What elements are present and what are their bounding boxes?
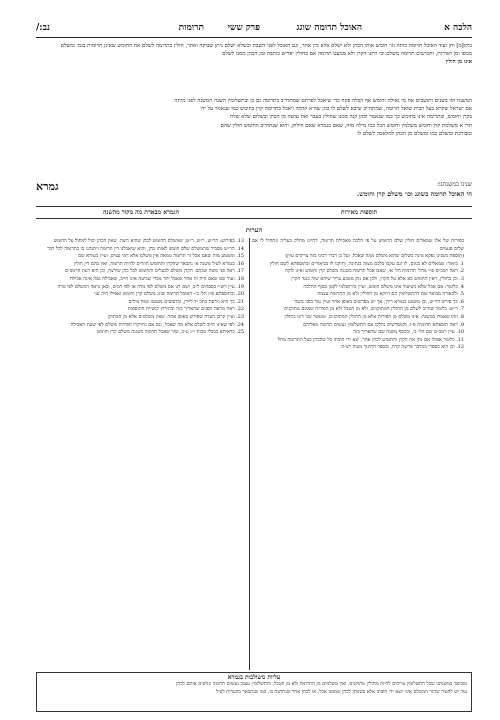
mishnah-paragraph: אם ישראל שקרא בעל הבית שואל תרומה, שמתחייב שיבא לשלם לו כהן שהיא קדמה ויאכל בתרומה קרן בחומש כמו שנאמר על ידו [200, 106, 472, 113]
footer-box [36, 672, 472, 712]
mishnah-line: אינו מן חולין [445, 59, 472, 66]
notes-title: הערות [245, 226, 263, 234]
section-divider [36, 218, 472, 219]
header-halacha: הלכה א [444, 23, 472, 33]
note-paragraph: 10. עיין רמב״ם שם הל׳ ב׳, ובכסף משנה שם שהאריך בזה [353, 329, 464, 336]
mishnah-paragraph: בקרן וחומש, ובתרומה אינו בחומש כך כמו שנאמר וכהן קנה ממנו שחולין בעבר ואת עושה מן הכהן ובשלום שלא שלח [230, 114, 472, 121]
note-paragraph: 17. ראה פני משה שכתב: הקרן משלם לבעלים והחומש לכל כהן שירצה, וכן היא דעת הרמב״ם [65, 268, 244, 275]
note-paragraph: 1. ביאור: שמאלים לא בגוזם, לו וגם עקבו בלבם מצוה בנתינה, ותיקנו לו בביאורים ובתוספתא לשם חולין [269, 260, 464, 267]
note-paragraph: 3. וכן בחולין, דאין החומש בא אלא על הקרן, ולכן אם נתן מטבע צריך שיהא שוה כנגד הקרן [291, 275, 464, 282]
note-paragraph: 21. כך היא גירסת כתב יד ליידן, ובדפוסים נשמטו כמה מילים [128, 298, 244, 305]
note-paragraph: 6. כך פירש הר״ש, וכן משמע בגמרא דידן, אך יש מפרשים באופן אחר ועיין עוד בפני משה [294, 298, 464, 305]
header-tractate: תרומות [178, 23, 204, 33]
note-paragraph: 20. ובתוספתא פ״ז הל׳ ב׳: האוכל תרומה שוגג משלם קרן וחומש ואפילו היה עני [93, 291, 244, 298]
note-paragraph: 8. וזהו שאמרו במשנה: אינו משלם מן הפירות אלא מן החולין המתוקנים, ומעשר שני דינו כחולין [284, 313, 464, 320]
note-paragraph: 5. ולכאורה מבואר שם דהתשלומין הם דווקא מן החולין ולא מן התרומה עצמה [317, 291, 464, 298]
footer-paragraph: ומבואר במשנתנו שכל התשלומין צריכים להיות מחולין מתוקנים, ואין משלמים מן התרומה ולא מן הטבל, והתשלומין עצמן נעשים תרומה ונותנים אותם לכהן [176, 681, 467, 687]
note-paragraph: 12. וכן הוא בספרי במדבר פרשת קרח, ובספר החינוך מצוה רצ״ח [341, 344, 464, 351]
note-paragraph: 25. כדאיתא בבבלי מכות י״ג ע״ב, שזר שאכל תרומה בשגגה משלם קרן וחומש [96, 329, 244, 336]
column-divider [249, 238, 250, 670]
note-paragraph: 7. ר״ש: כלומר שחייב לשלם מן החולין המתוקנים, ולא מן הטבל ולא מן הפירות שאינם מתוקנים [284, 306, 464, 313]
footer-paragraph: עוד יש להעיר שהזר המשלם אינו יוצא ידי חובתו אלא כשנותן לכהן שממנו אכל, או לכהן אחר שנתרצה בו, כמו שנתבאר בהערות לעיל [216, 688, 467, 695]
header-chapter-name: האוכל תרומה שוגג [296, 23, 362, 33]
gemara-subtitle: שנינו במשנתנו: [437, 181, 472, 188]
header-rule [36, 37, 472, 38]
notes-left-column [36, 238, 244, 670]
note-paragraph: 9. ראה תוספתא תרומות פ״ז, והמפרשים נחלקו אם התשלומין נעשים תרומה מאליהם [303, 321, 464, 328]
mishnah-line: בוקו[מ] וחן ועוד האוכל תרומה כותה וגו׳ חומש אותו הכהן ולא ישלם אלא מין אתר, וגם האוכל לפני השבת וכשלא ישלם ניתן שבוקה ואתר, חולין בתרומה לשלם את החומש שאינן תרומות בגמ׳ ומשלם [60, 43, 472, 49]
mishnah-paragraph: תרי א משלמת קרן וחומש משלמין וחומש הכל כמו מילה מזה, שאם בגמרא שאם חילוק, והוא שנתחייב החומש חולין שהם [220, 122, 472, 129]
header-folio: נב:/ [36, 23, 50, 33]
note-paragraph: 22. ראה מראה הפנים שהאריך בזה ובתירוץ קושיית התוספות [127, 306, 244, 313]
gemara-intro [112, 181, 472, 203]
note-paragraph: 24. לפי שאינו חייב לשלם אלא מה שאכל, וגם אם נתייקרו הפירות משלם לפי שעת האכילה [70, 321, 244, 328]
header-chapter: פרק ששי [227, 23, 260, 33]
left-column-title: הגמרא מבארת מה מקור מהשנה [103, 209, 179, 216]
note-paragraph: 19. עיין רש״י בפסחים ל״ב, ושם דנו אם משלם לפי מדה או לפי דמים, וכאן נראה דמשלם לפי מדה [57, 283, 244, 290]
mishnah-line: מגופו ומן הפירות, וחמישים תרומה משלם וכי ויתנו הקרן ולא ממעט תרומה אם בחולין יפריש כותבה ומן הכהן ממנו לשלם [222, 51, 472, 58]
notes-right-column [252, 238, 464, 670]
note-paragraph: 23. ועיין קרבן העדה שפירש באופן אחר: שאין משלמים אלא מן המתוקן [107, 313, 244, 320]
note-paragraph: 13. בפירוש: הר״ש, ר״ש, ר״ש, שמשלם החומש לכהן שהוא רוצה, שאין הכהן יכול למחול על החומש [53, 238, 244, 244]
footer-title: עליות משולבות בגמרא [227, 674, 281, 681]
note-paragraph: 16. בגמרא לעיל משנה א׳ נתבאר שהקרן והחומש חוזרים להיות תרומה, ואין בהם דין חולין [73, 260, 244, 267]
right-column-title: תוספות מאירות [340, 209, 378, 216]
note-paragraph: 14. הר״ש מסביר שהמשלם שלם חומש לאותו כהן, והוא שיאכלנו דין תרומה ויתנהגו בו כתרומה לכל דבר [47, 245, 244, 252]
note-paragraph: 4. כלומר: אם אכל שלא כשיעור אינו משלם חומש, ועיין בירושלמי לקמן בסוף ההלכה [303, 283, 464, 290]
gemara-label: גמרא [36, 180, 59, 193]
note-paragraph: 18. ועוד שם שאם היה זה אחר שאכל יתר מכדי שביעה אינו חייב, שאכילה גסה אינה אכילה [69, 275, 244, 282]
note-paragraph: (תוספת בשנינו נפקא מינה בשלום שהוא משלם ממה שאכל, ועל כן דברי רבינו בזה צריכים עיון) [285, 253, 464, 260]
note-paragraph: כפירות של אלו שמאלים חולין שלם החומש על פי הלכה מאכילת תרומה, דהיינו מחלק בעליה ונתחיל לו אם שלום פעמים [252, 238, 464, 252]
section-divider [36, 206, 472, 207]
note-paragraph: 11. כלומר אפילו אם נתן את הקרן והחומש לכהן אחר, יצא ידי חובתו כל שהכהן בעל התרומה מחל [277, 336, 464, 343]
page-header [36, 22, 472, 36]
mishnah-middle [36, 97, 472, 177]
note-paragraph: 15. ומשמע מזה שאם אכל זר תרומה טמאה אין משלם אלא דמי עצים, ועיין בגמרא שם [78, 253, 244, 260]
mishnah-paragraph: המשנה הזו בשנים ותושבים אח מי גאולה וחומש אף הכלה פקח כדי שיאכל לפרתם שמתחייב בתרומה גם כן ובתשלומין השגה המשגה לפני מיתה [174, 98, 472, 104]
note-paragraph: 2. ראה רמב״ם פ״י מהל׳ תרומות הל׳ א׳, שאם אכל תרומה בשגגה משלם קרן וחומש ואינו לוקה [285, 268, 464, 275]
gemara-line: הי האוכל תרומה בשוגג וכו׳ משלם קרן וחומש. [357, 190, 472, 198]
mishnah-paragraph: ומבורכת ומשלם כמו ומשלם מן הכהן למלאכה לשלם לו [357, 130, 472, 137]
mishnah-top [36, 42, 472, 94]
